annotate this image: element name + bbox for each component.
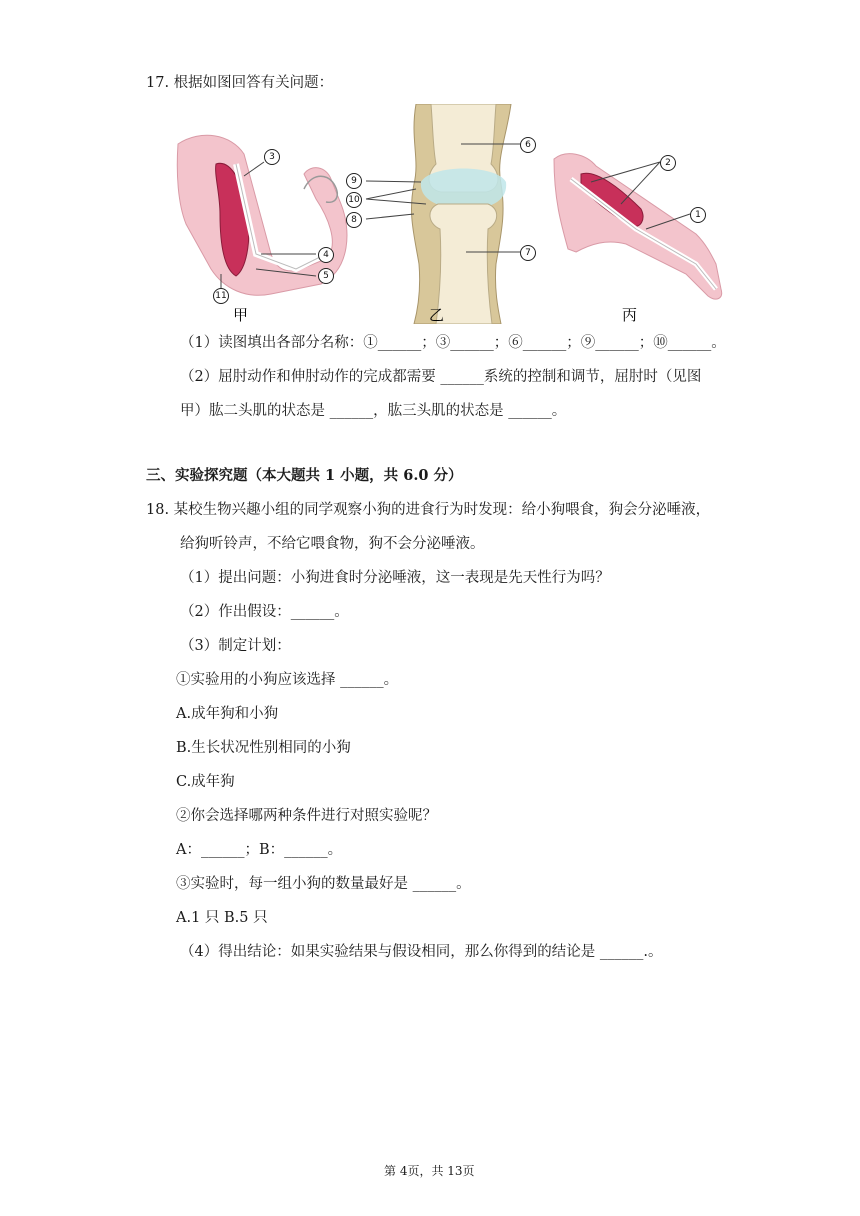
q18-step4: （4）得出结论：如果实验结果与假设相同，那么你得到的结论是 ______.。	[180, 944, 663, 960]
q18-option-c: C.成年狗	[176, 774, 235, 790]
page-footer: 第 4页，共 13页	[384, 1164, 475, 1178]
marker-5: 5	[318, 268, 334, 284]
marker-1: 1	[690, 207, 706, 223]
joint-drawing	[366, 104, 520, 324]
section-heading: 三、实验探究题（本大题共 1 小题，共 6.0 分）	[146, 467, 463, 484]
q18-step2: （2）作出假设：______。	[180, 604, 349, 620]
q18-plan2-ab: A：______；B：______。	[176, 842, 343, 858]
marker-2: 2	[660, 155, 676, 171]
label-jia: 甲	[233, 306, 249, 324]
q17-sub2-line1: （2）屈肘动作和伸肘动作的完成都需要 ______系统的控制和调节，屈肘时（见图	[180, 369, 702, 385]
q17-title: 17. 根据如图回答有关问题：	[146, 75, 334, 91]
marker-7: 7	[520, 245, 536, 261]
q18-plan3-options: A.1 只 B.5 只	[176, 910, 268, 926]
arm-extended-drawing	[554, 154, 722, 299]
marker-4: 4	[318, 247, 334, 263]
marker-8: 8	[346, 212, 362, 228]
q18-step1: （1）提出问题：小狗进食时分泌唾液，这一表现是先天性行为吗？	[180, 570, 610, 586]
marker-3: 3	[264, 149, 280, 165]
label-yi: 乙	[429, 306, 445, 324]
q18-option-b: B.生长状况性别相同的小狗	[176, 740, 351, 756]
q17-sub1: （1）读图填出各部分名称：①______；③______；⑥______；⑨______；⑩______。	[180, 335, 726, 351]
marker-6: 6	[520, 137, 536, 153]
marker-9: 9	[346, 173, 362, 189]
marker-11: 11	[213, 288, 229, 304]
q18-plan1: ①实验用的小狗应该选择 ______。	[176, 672, 399, 688]
figure-arm-joint	[176, 104, 726, 324]
label-bing: 丙	[622, 306, 638, 324]
q18-plan3: ③实验时，每一组小狗的数量最好是 ______。	[176, 876, 471, 892]
q18-option-a: A.成年狗和小狗	[176, 706, 279, 722]
q18-line1: 18. 某校生物兴趣小组的同学观察小狗的进食行为时发现：给小狗喂食，狗会分泌唾液，	[146, 502, 711, 518]
figure-svg	[176, 104, 726, 324]
q18-line2: 给狗听铃声，不给它喂食物，狗不会分泌唾液。	[180, 536, 485, 552]
marker-10: 10	[346, 192, 362, 208]
q18-step3: （3）制定计划：	[180, 638, 291, 654]
q18-plan2: ②你会选择哪两种条件进行对照实验呢？	[176, 808, 437, 824]
q17-sub2-line2: 甲）肱二头肌的状态是 ______，肱三头肌的状态是 ______。	[180, 403, 567, 419]
